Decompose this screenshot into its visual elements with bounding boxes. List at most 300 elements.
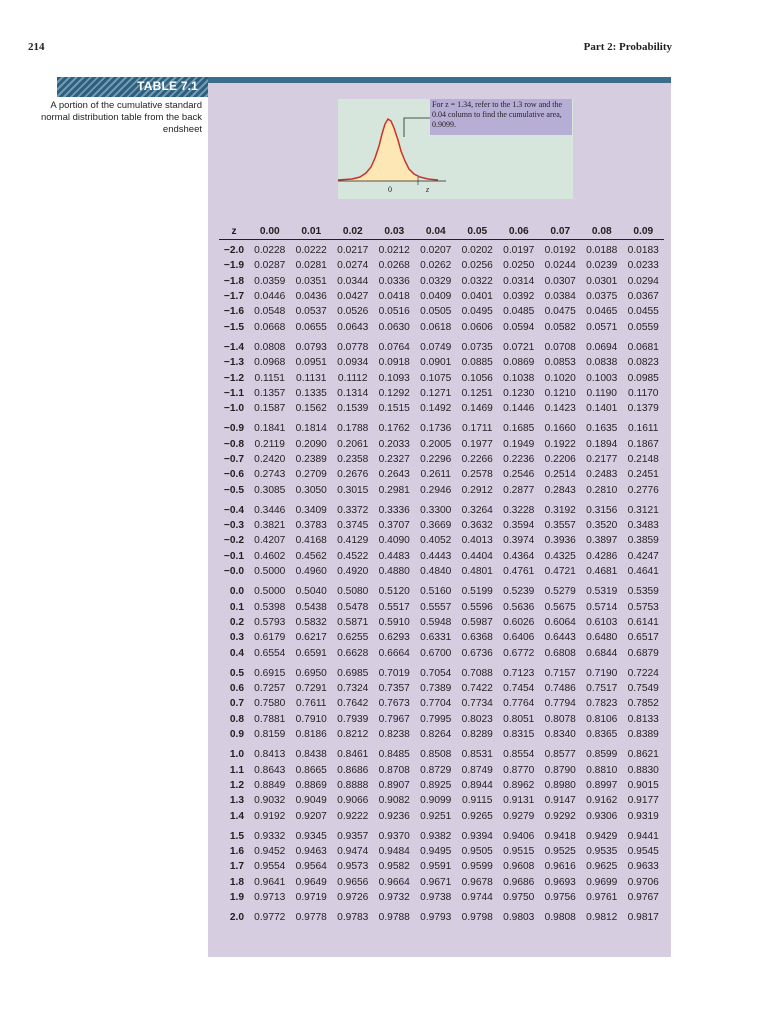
z-value-cell: −0.1 [223, 550, 244, 562]
probability-cell: 0.0287 [254, 260, 286, 272]
probability-cell: 0.0455 [627, 306, 659, 318]
probability-cell: 0.8023 [461, 713, 493, 725]
probability-cell: 0.0351 [295, 275, 327, 287]
probability-cell: 0.8869 [295, 779, 327, 791]
probability-cell: 0.9015 [627, 779, 659, 791]
probability-cell: 0.1314 [337, 387, 369, 399]
probability-cell: 0.2090 [295, 438, 327, 450]
z-value-cell: −1.5 [223, 321, 244, 333]
table-row [219, 452, 664, 467]
probability-cell: 0.4090 [378, 535, 410, 547]
probability-cell: 0.3192 [544, 504, 576, 516]
column-header: 0.05 [467, 225, 488, 237]
probability-cell: 0.9115 [462, 795, 493, 807]
probability-cell: 0.9706 [627, 876, 659, 888]
probability-cell: 0.1379 [627, 403, 659, 415]
z-column-header: z [231, 225, 237, 237]
probability-cell: 0.2546 [503, 469, 535, 481]
probability-cell: 0.0951 [295, 357, 327, 369]
probability-cell: 0.9744 [461, 892, 493, 904]
table-row [219, 355, 664, 370]
probability-cell: 0.7517 [586, 683, 618, 695]
probability-cell: 0.0582 [544, 321, 576, 333]
probability-cell: 0.9633 [627, 861, 659, 873]
probability-cell: 0.5753 [627, 601, 659, 613]
probability-cell: 0.0446 [254, 291, 286, 303]
table-row [219, 564, 664, 579]
z-value-cell: 0.4 [229, 647, 244, 659]
probability-cell: 0.8461 [337, 749, 369, 761]
probability-cell: 0.9591 [420, 861, 452, 873]
z-value-cell: 1.8 [229, 876, 244, 888]
probability-cell: 0.2451 [627, 469, 659, 481]
probability-cell: 0.3821 [254, 520, 286, 532]
z-value-cell: −1.7 [223, 291, 244, 303]
probability-cell: 0.7823 [586, 698, 618, 710]
z-value-cell: −0.5 [223, 484, 244, 496]
probability-cell: 0.7357 [378, 683, 410, 695]
probability-cell: 0.1210 [544, 387, 576, 399]
probability-cell: 0.2810 [586, 484, 618, 496]
probability-cell: 0.0392 [503, 291, 535, 303]
table-row [219, 681, 664, 696]
probability-cell: 0.6141 [627, 616, 659, 628]
probability-cell: 0.0329 [420, 275, 452, 287]
probability-cell: 0.9564 [295, 861, 327, 873]
z-value-cell: 0.7 [229, 698, 244, 710]
table-row [219, 763, 664, 778]
z-value-cell: −0.4 [223, 504, 244, 516]
probability-cell: 0.0222 [295, 245, 327, 257]
probability-cell: 0.0918 [378, 357, 410, 369]
probability-cell: 0.0418 [378, 291, 410, 303]
z-value-cell: −2.0 [223, 245, 244, 257]
probability-cell: 0.2389 [295, 454, 327, 465]
probability-cell: 0.9535 [586, 846, 618, 858]
probability-cell: 0.0823 [627, 357, 659, 369]
probability-cell: 0.9582 [378, 861, 410, 873]
probability-cell: 0.0336 [378, 275, 410, 287]
probability-cell: 0.4801 [461, 566, 493, 578]
probability-cell: 0.1867 [627, 438, 659, 450]
z-value-cell: −0.6 [223, 469, 244, 481]
probability-cell: 0.2177 [586, 454, 618, 465]
z-value-cell: 1.4 [229, 810, 244, 822]
probability-cell: 0.1271 [420, 387, 452, 399]
probability-cell: 0.5987 [461, 616, 493, 628]
probability-cell: 0.9678 [461, 876, 493, 888]
probability-cell: 0.0885 [461, 357, 493, 369]
table-row [219, 727, 664, 742]
probability-cell: 0.9474 [337, 846, 369, 858]
z-value-cell: −0.2 [223, 535, 244, 547]
probability-cell: 0.1131 [296, 372, 327, 384]
probability-cell: 0.4522 [337, 550, 369, 562]
table-label: TABLE 7.1 [137, 79, 198, 93]
probability-cell: 0.0475 [544, 306, 576, 318]
table-row [219, 498, 664, 518]
probability-cell: 0.4168 [295, 535, 327, 547]
probability-cell: 0.7324 [337, 683, 369, 695]
probability-cell: 0.8159 [254, 729, 286, 741]
probability-cell: 0.6064 [544, 616, 576, 628]
probability-cell: 0.0228 [254, 245, 286, 257]
z-value-cell: 0.8 [229, 713, 244, 725]
probability-cell: 0.9726 [337, 892, 369, 904]
table-row [219, 335, 664, 355]
probability-cell: 0.5948 [420, 616, 452, 628]
probability-cell: 0.6217 [295, 632, 327, 644]
probability-cell: 0.7734 [461, 698, 493, 710]
probability-cell: 0.1894 [586, 438, 618, 450]
probability-cell: 0.4602 [254, 550, 286, 562]
probability-cell: 0.5199 [461, 586, 493, 598]
probability-cell: 0.9699 [586, 876, 618, 888]
column-header: 0.03 [384, 225, 405, 237]
probability-cell: 0.9099 [420, 795, 452, 807]
probability-cell: 0.0594 [503, 321, 535, 333]
probability-cell: 0.1562 [295, 403, 327, 415]
column-header: 0.00 [259, 225, 280, 237]
table-row [219, 712, 664, 727]
z-value-cell: −1.4 [223, 341, 244, 353]
probability-cell: 0.0694 [586, 341, 618, 353]
probability-cell: 0.3050 [295, 484, 327, 496]
column-header: 0.07 [550, 225, 571, 237]
probability-cell: 0.5557 [420, 601, 452, 613]
probability-cell: 0.1949 [503, 438, 535, 450]
probability-cell: 0.6591 [295, 647, 327, 659]
probability-cell: 0.9788 [378, 912, 410, 924]
probability-cell: 0.0668 [254, 321, 286, 333]
probability-cell: 0.9345 [295, 830, 327, 842]
probability-cell: 0.0548 [254, 306, 286, 318]
probability-cell: 0.9049 [295, 795, 327, 807]
table-row [219, 778, 664, 793]
z-value-cell: −0.9 [223, 423, 244, 435]
probability-cell: 0.9505 [461, 846, 493, 858]
probability-cell: 0.9251 [420, 810, 452, 822]
probability-cell: 0.3520 [586, 520, 618, 532]
probability-cell: 0.0212 [378, 245, 410, 257]
probability-cell: 0.8438 [295, 749, 327, 761]
table-row [219, 370, 664, 385]
probability-cell: 0.0495 [461, 306, 493, 318]
probability-cell: 0.5832 [295, 616, 327, 628]
probability-cell: 0.9382 [420, 830, 452, 842]
probability-cell: 0.7088 [461, 667, 493, 679]
probability-cell: 0.9370 [378, 830, 410, 842]
probability-cell: 0.6879 [627, 647, 659, 659]
probability-cell: 0.8790 [544, 764, 576, 776]
table-row [219, 696, 664, 711]
probability-cell: 0.9671 [420, 876, 452, 888]
probability-cell: 0.5714 [586, 601, 618, 613]
probability-cell: 0.2843 [544, 484, 576, 496]
z-value-cell: −0.7 [223, 454, 244, 465]
probability-cell: 0.0618 [420, 321, 452, 333]
probability-cell: 0.6700 [420, 647, 452, 659]
probability-cell: 0.9767 [627, 892, 659, 904]
table-row [219, 600, 664, 615]
probability-cell: 0.9599 [461, 861, 493, 873]
probability-cell: 0.0375 [586, 291, 618, 303]
probability-cell: 0.7389 [420, 683, 452, 695]
probability-cell: 0.8925 [420, 779, 452, 791]
probability-cell: 0.1423 [544, 403, 576, 415]
probability-cell: 0.3557 [544, 520, 576, 532]
probability-cell: 0.4443 [420, 550, 452, 562]
z-value-cell: 0.3 [229, 632, 244, 644]
probability-cell: 0.0384 [544, 291, 576, 303]
probability-cell: 0.7549 [627, 683, 659, 695]
probability-cell: 0.0197 [503, 245, 535, 257]
probability-cell: 0.8485 [378, 749, 410, 761]
probability-cell: 0.9484 [378, 846, 410, 858]
probability-cell: 0.9066 [337, 795, 369, 807]
probability-cell: 0.0571 [586, 321, 618, 333]
probability-cell: 0.1922 [544, 438, 576, 450]
probability-cell: 0.2206 [544, 454, 576, 465]
column-header: 0.06 [508, 225, 529, 237]
probability-cell: 0.3594 [503, 520, 535, 532]
z-table [219, 223, 664, 925]
probability-cell: 0.9418 [544, 830, 576, 842]
probability-cell: 0.6517 [627, 632, 659, 644]
probability-cell: 0.7611 [296, 698, 327, 710]
z-value-cell: 1.5 [229, 830, 244, 842]
probability-cell: 0.1230 [503, 387, 535, 399]
table-row [219, 844, 664, 859]
probability-cell: 0.0630 [378, 321, 410, 333]
probability-cell: 0.0735 [461, 341, 493, 353]
probability-cell: 0.0869 [503, 357, 535, 369]
probability-cell: 0.8907 [378, 779, 410, 791]
probability-cell: 0.7054 [420, 667, 452, 679]
probability-cell: 0.9793 [420, 912, 452, 924]
column-header: 0.02 [342, 225, 363, 237]
z-table-body [219, 240, 664, 926]
probability-cell: 0.5160 [420, 586, 452, 598]
probability-cell: 0.9332 [254, 830, 286, 842]
probability-cell: 0.9817 [627, 912, 659, 924]
table-row [219, 615, 664, 630]
probability-cell: 0.8106 [586, 713, 618, 725]
probability-cell: 0.5120 [378, 586, 410, 598]
probability-cell: 0.9693 [544, 876, 576, 888]
probability-cell: 0.9772 [254, 912, 286, 924]
probability-cell: 0.9357 [337, 830, 369, 842]
probability-cell: 0.6026 [503, 616, 535, 628]
probability-cell: 0.9616 [544, 861, 576, 873]
probability-cell: 0.4562 [295, 550, 327, 562]
probability-cell: 0.7190 [586, 667, 618, 679]
probability-cell: 0.2981 [378, 484, 410, 496]
probability-cell: 0.4960 [295, 566, 327, 578]
probability-cell: 0.4052 [420, 535, 452, 547]
probability-cell: 0.1075 [420, 372, 452, 384]
probability-cell: 0.0401 [461, 291, 493, 303]
table-row [219, 482, 664, 497]
probability-cell: 0.0764 [378, 341, 410, 353]
probability-cell: 0.1469 [461, 403, 493, 415]
probability-cell: 0.0256 [461, 260, 493, 272]
probability-cell: 0.6179 [254, 632, 286, 644]
probability-cell: 0.9131 [503, 795, 535, 807]
probability-cell: 0.8186 [295, 729, 327, 741]
table-row [219, 258, 664, 273]
probability-cell: 0.2148 [627, 454, 659, 465]
probability-cell: 0.9641 [254, 876, 286, 888]
z-value-cell: 0.5 [229, 667, 244, 679]
probability-cell: 0.1038 [503, 372, 535, 384]
probability-cell: 0.6331 [420, 632, 452, 644]
table-row [219, 518, 664, 533]
probability-cell: 0.2578 [461, 469, 493, 481]
probability-cell: 0.0808 [254, 341, 286, 353]
probability-cell: 0.7291 [295, 683, 327, 695]
z-value-cell: 1.7 [229, 861, 244, 873]
table-row [219, 645, 664, 660]
probability-cell: 0.3936 [544, 535, 576, 547]
probability-cell: 0.0708 [544, 341, 576, 353]
probability-cell: 0.0233 [627, 260, 659, 272]
probability-cell: 0.0274 [337, 260, 369, 272]
probability-cell: 0.9495 [420, 846, 452, 858]
probability-cell: 0.3121 [627, 504, 659, 516]
probability-cell: 0.4247 [627, 550, 659, 562]
probability-cell: 0.0183 [627, 245, 659, 257]
probability-cell: 0.0207 [420, 245, 452, 257]
probability-cell: 0.3859 [627, 535, 659, 547]
probability-cell: 0.7764 [503, 698, 535, 710]
probability-cell: 0.6255 [337, 632, 369, 644]
probability-cell: 0.9207 [295, 810, 327, 822]
probability-cell: 0.9554 [254, 861, 286, 873]
z-value-cell: −0.8 [223, 438, 244, 450]
probability-cell: 0.1660 [544, 423, 576, 435]
probability-cell: 0.1841 [254, 423, 286, 435]
probability-cell: 0.8315 [503, 729, 535, 741]
probability-cell: 0.6772 [503, 647, 535, 659]
table-row [219, 386, 664, 401]
probability-cell: 0.7019 [378, 667, 410, 679]
probability-cell: 0.7673 [378, 698, 410, 710]
table-row [219, 401, 664, 416]
probability-cell: 0.5793 [254, 616, 286, 628]
probability-cell: 0.2005 [420, 438, 452, 450]
probability-cell: 0.7794 [544, 698, 576, 710]
probability-cell: 0.1112 [337, 372, 368, 384]
probability-cell: 0.7157 [544, 667, 576, 679]
probability-cell: 0.9573 [337, 861, 369, 873]
probability-cell: 0.6554 [254, 647, 286, 659]
probability-cell: 0.2676 [337, 469, 369, 481]
probability-cell: 0.0721 [503, 341, 535, 353]
z-value-cell: −0.0 [223, 566, 244, 578]
probability-cell: 0.6628 [337, 647, 369, 659]
probability-cell: 0.9750 [503, 892, 535, 904]
probability-cell: 0.9649 [295, 876, 327, 888]
probability-cell: 0.9545 [627, 846, 659, 858]
probability-cell: 0.7123 [503, 667, 535, 679]
probability-cell: 0.5438 [295, 601, 327, 613]
probability-cell: 0.2327 [378, 454, 410, 465]
probability-cell: 0.1357 [254, 387, 286, 399]
probability-cell: 0.2946 [420, 484, 452, 496]
probability-cell: 0.5000 [254, 566, 286, 578]
probability-cell: 0.2776 [627, 484, 659, 496]
page-number: 214 [28, 41, 45, 53]
probability-cell: 0.0188 [586, 245, 618, 257]
probability-cell: 0.4840 [420, 566, 452, 578]
probability-cell: 0.0985 [627, 372, 659, 384]
z-value-cell: 0.9 [229, 729, 244, 741]
axis-z-label: z [426, 185, 430, 194]
probability-cell: 0.4641 [627, 566, 659, 578]
probability-cell: 0.0359 [254, 275, 286, 287]
probability-cell: 0.8849 [254, 779, 286, 791]
probability-cell: 0.5398 [254, 601, 286, 613]
table-row [219, 630, 664, 645]
probability-cell: 0.4761 [503, 566, 535, 578]
probability-cell: 0.0681 [627, 341, 659, 353]
probability-cell: 0.4681 [586, 566, 618, 578]
probability-cell: 0.3446 [254, 504, 286, 516]
probability-cell: 0.8413 [254, 749, 286, 761]
probability-cell: 0.9162 [586, 795, 618, 807]
probability-cell: 0.7642 [337, 698, 369, 710]
probability-cell: 0.8888 [337, 779, 369, 791]
table-row [219, 579, 664, 599]
probability-cell: 0.5675 [544, 601, 576, 613]
probability-cell: 0.9306 [586, 810, 618, 822]
probability-cell: 0.1492 [420, 403, 452, 415]
column-header: 0.08 [591, 225, 612, 237]
table-row [219, 824, 664, 844]
probability-cell: 0.1711 [462, 423, 493, 435]
probability-cell: 0.0409 [420, 291, 452, 303]
probability-cell: 0.2296 [420, 454, 452, 465]
table-row [219, 274, 664, 289]
probability-cell: 0.0853 [544, 357, 576, 369]
column-header: 0.09 [633, 225, 654, 237]
probability-cell: 0.8708 [378, 764, 410, 776]
probability-cell: 0.1056 [461, 372, 493, 384]
probability-cell: 0.4404 [461, 550, 493, 562]
probability-cell: 0.1093 [378, 372, 410, 384]
probability-cell: 0.0268 [378, 260, 410, 272]
probability-cell: 0.2119 [254, 438, 285, 450]
table-tag [57, 77, 208, 97]
probability-cell: 0.5080 [337, 586, 369, 598]
probability-cell: 0.8643 [254, 764, 286, 776]
probability-cell: 0.0314 [503, 275, 535, 287]
table-row [219, 808, 664, 823]
probability-cell: 0.1151 [254, 372, 285, 384]
probability-cell: 0.9732 [378, 892, 410, 904]
table-row [219, 875, 664, 890]
probability-cell: 0.3156 [586, 504, 618, 516]
probability-cell: 0.0643 [337, 321, 369, 333]
probability-cell: 0.3669 [420, 520, 452, 532]
probability-cell: 0.0192 [544, 245, 576, 257]
probability-cell: 0.7257 [254, 683, 286, 695]
z-value-cell: −0.3 [223, 520, 244, 532]
probability-cell: 0.9406 [503, 830, 535, 842]
probability-cell: 0.7486 [544, 683, 576, 695]
probability-cell: 0.1190 [586, 387, 617, 399]
